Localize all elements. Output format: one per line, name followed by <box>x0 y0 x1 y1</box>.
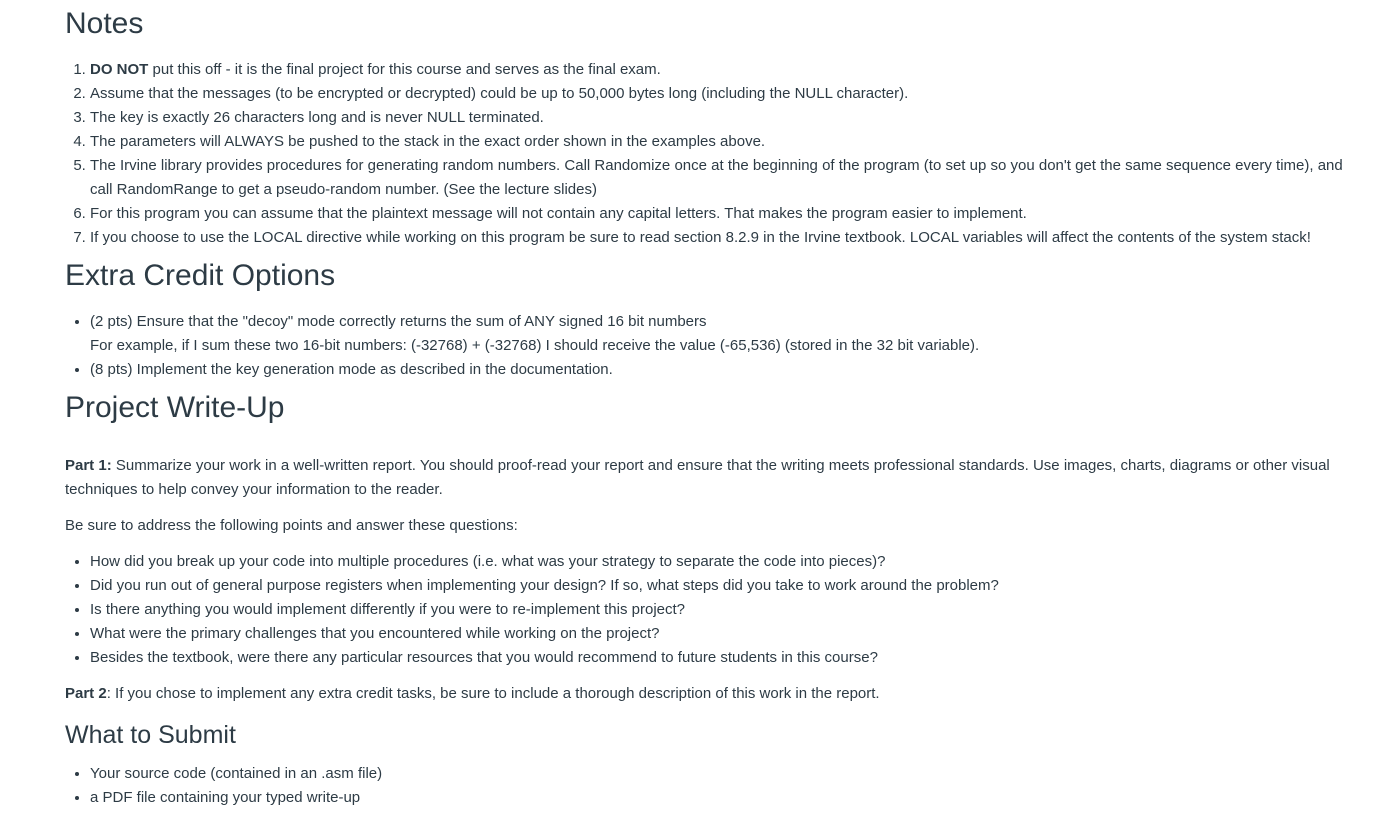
submit-list <box>65 762 1355 810</box>
part1-label: Part 1: <box>65 457 112 474</box>
list-item-text: (2 pts) Ensure that the "decoy" mode correctly returns the sum of ANY signed 16 bit numbers <box>90 313 707 330</box>
extra-credit-heading: Extra Credit Options <box>65 259 336 292</box>
writeup-heading: Project Write-Up <box>65 391 285 424</box>
list-item-text: The Irvine library provides procedures for generating random numbers. Call Randomize once at the beginning of the program (to set up so you don't get the same sequence every time), and call RandomRange to get a pseudo-random number. (See the lecture slides) <box>90 157 1343 198</box>
part2-label: Part 2 <box>65 685 107 702</box>
list-item <box>90 106 1355 130</box>
list-item-text: For this program you can assume that the plaintext message will not contain any capital letters. That makes the program easier to implement. <box>90 205 1027 222</box>
list-item <box>90 154 1355 202</box>
list-item-text: a PDF file containing your typed write-up <box>90 789 361 806</box>
list-item-example: For example, if I sum these two 16-bit numbers: (-32768) + (-32768) I should receive the value (-65,536) (stored in the 32 bit variable). <box>90 337 980 354</box>
notes-list <box>65 58 1355 250</box>
list-item-text: Did you run out of general purpose registers when implementing your design? If so, what steps did you take to work around the problem? <box>90 577 999 594</box>
list-item <box>90 58 1355 82</box>
part2-paragraph <box>65 682 1355 706</box>
list-item <box>90 130 1355 154</box>
list-item-text: The key is exactly 26 characters long and is never NULL terminated. <box>90 109 544 126</box>
list-item-text: Assume that the messages (to be encrypted or decrypted) could be up to 50,000 bytes long (including the NULL character). <box>90 85 909 102</box>
list-item-text: How did you break up your code into multiple procedures (i.e. what was your strategy to separate the code into pieces)? <box>90 553 886 570</box>
part1-paragraph <box>65 454 1355 502</box>
list-item <box>90 622 1355 646</box>
address-paragraph: Be sure to address the following points and answer these questions: <box>65 517 518 534</box>
list-item <box>90 310 1355 358</box>
list-item-text: (8 pts) Implement the key generation mode as described in the documentation. <box>90 361 613 378</box>
list-item <box>90 82 1355 106</box>
submit-heading: What to Submit <box>65 721 236 749</box>
page-content <box>0 6 1395 810</box>
list-item <box>90 550 1355 574</box>
list-item-text: Your source code (contained in an .asm file) <box>90 765 383 782</box>
emphasis-text: DO NOT <box>90 61 149 78</box>
list-item <box>90 358 1355 382</box>
list-item <box>90 202 1355 226</box>
notes-heading: Notes <box>65 7 144 40</box>
list-item-text: What were the primary challenges that you encountered while working on the project? <box>90 625 660 642</box>
list-item <box>90 646 1355 670</box>
list-item <box>90 786 1355 810</box>
list-item-text: put this off - it is the final project for this course and serves as the final exam. <box>148 61 661 78</box>
questions-list <box>65 550 1355 670</box>
extra-credit-list <box>65 310 1355 382</box>
list-item <box>90 574 1355 598</box>
list-item-text: Is there anything you would implement differently if you were to re-implement this project? <box>90 601 686 618</box>
list-item <box>90 226 1355 250</box>
list-item-text: The parameters will ALWAYS be pushed to the stack in the exact order shown in the examples above. <box>90 133 766 150</box>
part2-text: : If you chose to implement any extra credit tasks, be sure to include a thorough description of this work in the report. <box>106 685 880 702</box>
list-item-text: If you choose to use the LOCAL directive while working on this program be sure to read section 8.2.9 in the Irvine textbook. LOCAL variables will affect the contents of the system stack! <box>90 229 1311 246</box>
part1-text: Summarize your work in a well-written report. You should proof-read your report and ensure that the writing meets professional standards. Use images, charts, diagrams or other visual techniques to help convey your information to the reader. <box>65 457 1330 498</box>
list-item <box>90 598 1355 622</box>
list-item-text: Besides the textbook, were there any particular resources that you would recommend to future students in this course? <box>90 649 878 666</box>
list-item <box>90 762 1355 786</box>
